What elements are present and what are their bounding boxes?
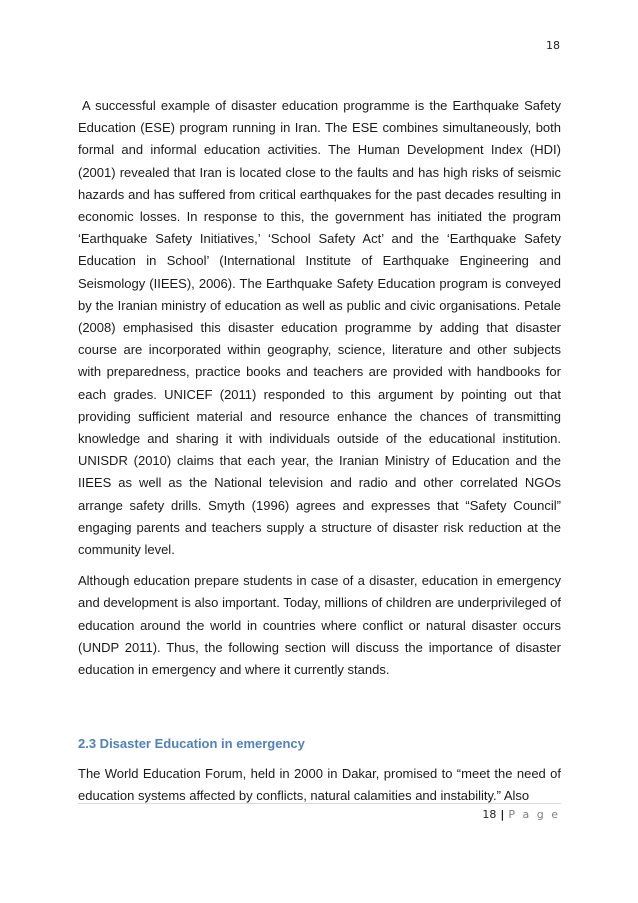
footer-page-indicator (482, 808, 560, 821)
footer-separator: | (500, 808, 505, 821)
paragraph-ese-iran: A successful example of disaster education programme is the Earthquake Safety Education (ESE) program running in Iran. The ESE combines simultaneously, both formal and informal education activities. The Human Development Index (HDI) (2001) revealed that Iran is located close to the faults and has high risks of seismic hazards and has suffered from critical earthquakes for the past decades resulting in economic losses. In response to this, the government has initiated the program ‘Earthquake Safety Initiatives,’ ‘School Safety Act’ and the ‘Earthquake Safety Education in School’ (International Institute of Earthquake Engineering and Seismology (IIEES), 2006). The Earthquake Safety Education program is conveyed by the Iranian ministry of education as well as public and civic organisations. Petale (2008) emphasised this disaster education programme by adding that disaster course are incorporated within geography, science, literature and other subjects with preparedness, practice books and teachers are provided with handbooks for each grades. UNICEF (2011) responded to this argument by pointing out that providing sufficient material and resource enhance the chances of transmitting knowledge and sharing it with individuals outside of the educational institution. UNISDR (2010) claims that each year, the Iranian Ministry of Education and the IIEES as well as the National television and radio and other correlated NGOs arrange safety drills. Smyth (1996) agrees and expresses that “Safety Council” engaging parents and teachers supply a structure of disaster risk reduction at the community level. (78, 98, 561, 558)
footer-page-label: P a g e (508, 808, 560, 821)
footer-divider (78, 803, 561, 804)
paragraph-education-emergency-intro: Although education prepare students in case of a disaster, education in emergency and development is also important. Today, millions of children are underprivileged of education around the world in countries where conflict or natural disaster occurs (UNDP 2011). Thus, the following section will discuss the importance of disaster education in emergency and where it currently stands. (78, 573, 561, 678)
header-page-number: 18 (546, 39, 560, 52)
page-body (78, 95, 561, 808)
footer-page-number: 18 (482, 808, 497, 821)
paragraph-world-education-forum: The World Education Forum, held in 2000 in Dakar, promised to “meet the need of education systems affected by conflicts, natural calamities and instability.” Also (78, 766, 561, 804)
section-heading: 2.3 Disaster Education in emergency (78, 736, 305, 752)
